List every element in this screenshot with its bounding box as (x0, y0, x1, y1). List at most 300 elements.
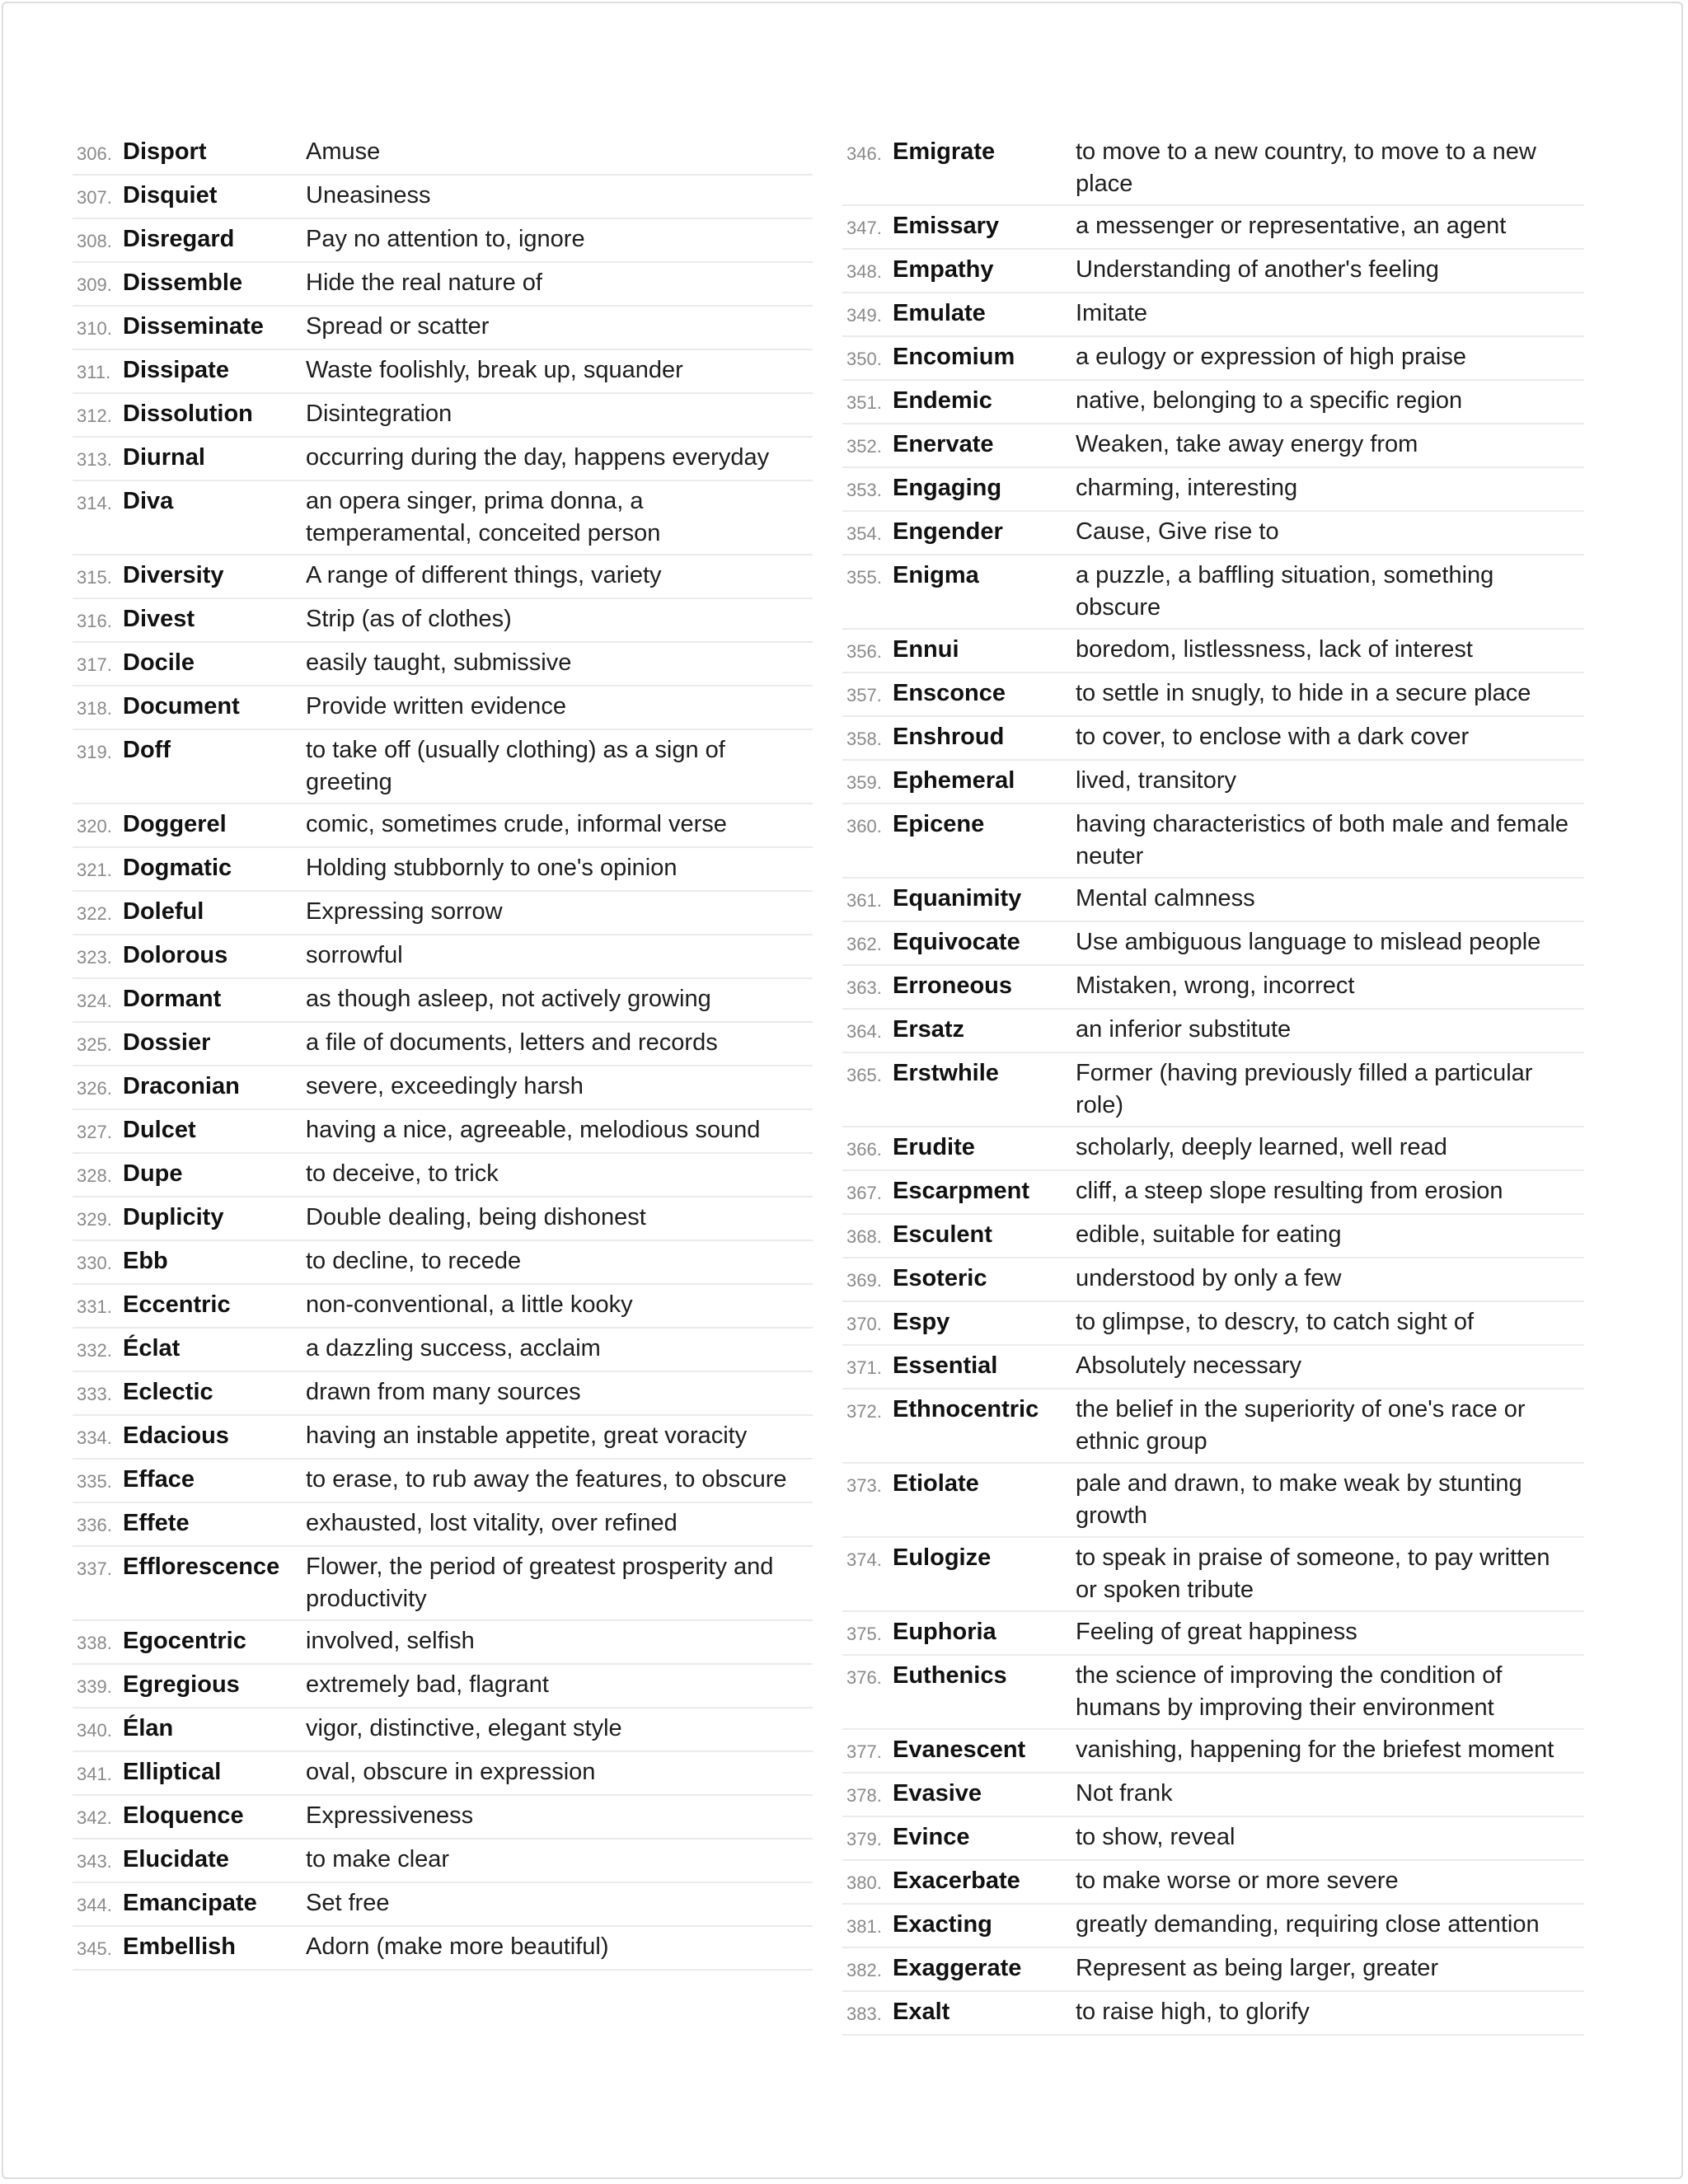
vocab-entry (842, 1774, 1584, 1817)
entry-meaning: to settle in snugly, to hide in a secure place (1076, 680, 1531, 706)
entry-meaning: easily taught, submissive (306, 649, 572, 676)
entry-word: Encomium (893, 344, 1015, 370)
entry-number: 344. (77, 1895, 112, 1915)
entry-number: 342. (77, 1807, 112, 1828)
entry-meaning: lived, transitory (1076, 767, 1237, 794)
entry-word: Euphoria (893, 1619, 996, 1645)
vocab-entry (73, 1110, 813, 1154)
vocab-entry (73, 350, 813, 394)
vocab-entry (842, 673, 1584, 717)
entry-number: 306. (77, 143, 112, 164)
entry-meaning: scholarly, deeply learned, well read (1076, 1134, 1447, 1160)
vocab-entry (73, 219, 813, 263)
entry-word: Disregard (123, 226, 235, 252)
entry-number: 311. (77, 362, 111, 382)
vocab-entry (73, 1883, 813, 1927)
entry-meaning: an inferior substitute (1076, 1016, 1292, 1043)
vocab-entry (73, 804, 813, 848)
entry-word: Erstwhile (893, 1060, 999, 1086)
entry-number: 308. (77, 231, 112, 251)
entry-number: 316. (77, 611, 112, 631)
entry-meaning: Cause, Give rise to (1076, 518, 1279, 545)
entry-number: 328. (77, 1165, 112, 1186)
entry-meaning: Pay no attention to, ignore (306, 226, 585, 252)
entry-number: 375. (846, 1624, 882, 1644)
entry-word: Diurnal (123, 444, 205, 471)
entry-meaning: Disintegration (306, 401, 452, 427)
entry-word: Eccentric (123, 1291, 231, 1318)
entry-number: 339. (77, 1676, 112, 1697)
entry-word: Elucidate (123, 1846, 229, 1872)
entry-word: Disseminate (123, 313, 264, 340)
vocab-entry (73, 1840, 813, 1883)
entry-word: Dissipate (123, 357, 229, 383)
entry-number: 315. (77, 567, 112, 588)
entry-word: Dormant (123, 986, 222, 1012)
entry-number: 345. (77, 1938, 112, 1959)
entry-number: 320. (77, 816, 112, 837)
entry-number: 360. (846, 816, 882, 837)
vocab-entry (73, 176, 813, 219)
entry-meaning: severe, exceedingly harsh (306, 1073, 584, 1099)
entry-number: 348. (846, 261, 882, 282)
vocab-entry (73, 1066, 813, 1110)
entry-meaning: Weaken, take away energy from (1076, 431, 1418, 457)
entry-word: Ennui (893, 636, 959, 663)
vocab-entry (73, 1416, 813, 1460)
entry-number: 346. (846, 143, 882, 164)
entry-word: Evasive (893, 1780, 982, 1807)
entry-word: Equivocate (893, 929, 1020, 955)
entry-meaning: having an instable appetite, great voracity (306, 1422, 748, 1449)
vocab-entry (842, 381, 1584, 424)
vocab-entry (73, 1665, 813, 1708)
entry-word: Efface (123, 1466, 195, 1493)
vocab-entry (842, 1258, 1584, 1302)
entry-word: Diva (123, 488, 174, 514)
vocab-entry (842, 206, 1584, 250)
entry-word: Enshroud (893, 724, 1005, 750)
entry-meaning: to decline, to recede (306, 1248, 522, 1274)
entry-number: 370. (846, 1314, 882, 1334)
entry-word: Espy (893, 1309, 950, 1335)
vocab-entry (842, 1215, 1584, 1258)
entry-number: 323. (77, 947, 112, 968)
entry-word: Engender (893, 518, 1003, 545)
entry-meaning: Absolutely necessary (1076, 1352, 1302, 1379)
entry-word: Eloquence (123, 1802, 244, 1829)
entry-word: Emancipate (123, 1890, 257, 1916)
entry-meaning: involved, selfish (306, 1628, 475, 1654)
vocab-entry (73, 1241, 813, 1285)
entry-meaning: vigor, distinctive, elegant style (306, 1715, 622, 1741)
entry-word: Document (123, 693, 240, 719)
entry-word: Embellish (123, 1933, 236, 1960)
entry-word: Eclectic (123, 1379, 213, 1405)
entry-number: 351. (846, 392, 882, 413)
vocab-entry (73, 1023, 813, 1066)
entry-meaning: boredom, listlessness, lack of interest (1076, 636, 1473, 663)
entry-number: 329. (77, 1209, 112, 1230)
entry-meaning: non-conventional, a little kooky (306, 1291, 633, 1318)
vocab-entry (842, 1346, 1584, 1390)
entry-word: Docile (123, 649, 195, 676)
entry-word: Dupe (123, 1160, 183, 1187)
entry-word: Evanescent (893, 1736, 1026, 1763)
entry-word: Epicene (893, 811, 985, 837)
entry-meaning: native, belonging to a specific region (1076, 387, 1463, 414)
entry-number: 327. (77, 1122, 112, 1142)
entry-number: 332. (77, 1340, 112, 1361)
entry-number: 341. (77, 1764, 112, 1784)
entry-word: Endemic (893, 387, 992, 414)
entry-meaning: sorrowful (306, 942, 403, 968)
entry-meaning: Hide the real nature of (306, 269, 542, 296)
vocabulary-list-left (73, 132, 813, 1971)
vocab-entry (842, 1171, 1584, 1215)
entry-number: 330. (77, 1253, 112, 1273)
entry-meaning: to cover, to enclose with a dark cover (1076, 724, 1470, 750)
entry-word: Elliptical (123, 1759, 222, 1785)
entry-number: 369. (846, 1270, 882, 1291)
entry-word: Emigrate (893, 138, 996, 165)
entry-number: 356. (846, 641, 882, 662)
entry-number: 322. (77, 903, 112, 924)
entry-number: 313. (77, 449, 112, 470)
entry-meaning: Set free (306, 1890, 390, 1916)
entry-word: Dissemble (123, 269, 243, 296)
entry-number: 358. (846, 729, 882, 749)
vocab-entry (842, 1053, 1584, 1127)
entry-number: 368. (846, 1226, 882, 1247)
entry-word: Eulogize (893, 1544, 992, 1571)
entry-word: Divest (123, 606, 195, 632)
vocab-entry (73, 438, 813, 481)
vocab-entry (842, 293, 1584, 337)
entry-number: 331. (77, 1296, 112, 1317)
entry-number: 343. (77, 1851, 112, 1872)
entry-meaning: Uneasiness (306, 182, 431, 209)
vocab-entry (842, 1010, 1584, 1053)
entry-meaning: Strip (as of clothes) (306, 606, 512, 632)
entry-meaning: Mental calmness (1076, 885, 1255, 912)
entry-word: Enigma (893, 562, 979, 588)
entry-meaning: oval, obscure in expression (306, 1759, 596, 1785)
entry-word: Euthenics (893, 1662, 1007, 1689)
entry-meaning: to raise high, to glorify (1076, 1999, 1310, 2025)
vocabulary-list-right (842, 132, 1584, 2036)
entry-word: Engaging (893, 475, 1002, 501)
entry-meaning: Feeling of great happiness (1076, 1619, 1357, 1645)
vocab-entry (842, 1464, 1584, 1538)
entry-word: Esoteric (893, 1265, 987, 1291)
entry-meaning: occurring during the day, happens everyday (306, 444, 770, 471)
entry-meaning: A range of different things, variety (306, 562, 662, 588)
entry-meaning: as though asleep, not actively growing (306, 986, 711, 1012)
entry-meaning: Not frank (1076, 1780, 1173, 1807)
entry-word: Edacious (123, 1422, 229, 1449)
entry-word: Dolorous (123, 942, 228, 968)
entry-number: 310. (77, 318, 112, 339)
vocab-entry (73, 1503, 813, 1547)
entry-meaning: a dazzling success, acclaim (306, 1335, 601, 1361)
entry-word: Dossier (123, 1029, 211, 1056)
entry-word: Doleful (123, 898, 204, 925)
entry-meaning: extremely bad, flagrant (306, 1671, 549, 1698)
entry-meaning: a file of documents, letters and records (306, 1029, 718, 1056)
entry-number: 364. (846, 1021, 882, 1042)
entry-meaning: Flower, the period of greatest prosperity and productivity (306, 1554, 774, 1612)
entry-meaning: to make clear (306, 1846, 450, 1872)
entry-word: Exacerbate (893, 1868, 1020, 1894)
vocab-entry (73, 555, 813, 599)
vocab-entry (73, 1708, 813, 1752)
vocab-entry (842, 1127, 1584, 1171)
vocab-entry (842, 804, 1584, 879)
vocab-entry (842, 1817, 1584, 1861)
entry-number: 366. (846, 1139, 882, 1160)
entry-word: Élan (123, 1715, 174, 1741)
vocab-entry (842, 250, 1584, 293)
entry-meaning: understood by only a few (1076, 1265, 1342, 1291)
vocab-entry (842, 879, 1584, 922)
entry-number: 367. (846, 1183, 882, 1203)
entry-number: 377. (846, 1741, 882, 1762)
entry-meaning: a puzzle, a baffling situation, something obscure (1076, 562, 1494, 621)
entry-meaning: cliff, a steep slope resulting from erosion (1076, 1178, 1503, 1204)
vocab-entry (842, 132, 1584, 206)
entry-meaning: pale and drawn, to make weak by stunting growth (1076, 1470, 1522, 1529)
entry-number: 371. (846, 1357, 882, 1378)
vocab-entry (73, 1752, 813, 1796)
entry-number: 380. (846, 1872, 882, 1893)
vocab-entry (842, 1538, 1584, 1612)
entry-word: Dogmatic (123, 855, 232, 881)
vocab-entry (73, 730, 813, 804)
vocab-entry (842, 468, 1584, 512)
vocab-entry (842, 1861, 1584, 1905)
entry-word: Equanimity (893, 885, 1022, 912)
entry-meaning: Double dealing, being dishonest (306, 1204, 646, 1230)
entry-number: 314. (77, 493, 112, 513)
entry-word: Etiolate (893, 1470, 979, 1497)
vocab-entry (842, 1730, 1584, 1774)
vocab-entry (842, 1302, 1584, 1346)
vocab-entry (73, 1621, 813, 1665)
vocab-entry (73, 481, 813, 555)
entry-number: 365. (846, 1065, 882, 1085)
vocab-entry (842, 1905, 1584, 1948)
entry-number: 349. (846, 305, 882, 326)
entry-number: 353. (846, 480, 882, 500)
entry-meaning: Former (having previously filled a particular role) (1076, 1060, 1533, 1118)
entry-word: Essential (893, 1352, 998, 1379)
vocab-entry (73, 394, 813, 438)
entry-number: 383. (846, 2004, 882, 2024)
entry-meaning: vanishing, happening for the briefest moment (1076, 1736, 1554, 1763)
entry-meaning: Use ambiguous language to mislead people (1076, 929, 1541, 955)
entry-number: 309. (77, 274, 112, 295)
vocab-entry (842, 761, 1584, 804)
entry-number: 355. (846, 567, 882, 588)
entry-meaning: to move to a new country, to move to a new place (1076, 138, 1536, 197)
entry-meaning: Adorn (make more beautiful) (306, 1933, 609, 1960)
entry-word: Exaggerate (893, 1955, 1022, 1981)
entry-number: 335. (77, 1471, 112, 1492)
entry-word: Emulate (893, 300, 986, 326)
vocab-entry (73, 1285, 813, 1329)
vocab-entry (73, 643, 813, 687)
entry-meaning: to deceive, to trick (306, 1160, 499, 1187)
entry-word: Ethnocentric (893, 1396, 1039, 1422)
entry-number: 336. (77, 1515, 112, 1535)
entry-meaning: charming, interesting (1076, 475, 1298, 501)
entry-number: 334. (77, 1427, 112, 1448)
entry-meaning: a messenger or representative, an agent (1076, 213, 1507, 239)
vocab-entry (73, 1329, 813, 1372)
entry-number: 321. (77, 860, 112, 880)
entry-word: Evince (893, 1824, 970, 1850)
vocab-entry (73, 1154, 813, 1197)
vocab-entry (842, 337, 1584, 381)
entry-meaning: Expressiveness (306, 1802, 474, 1829)
entry-word: Esculent (893, 1221, 992, 1248)
entry-word: Egregious (123, 1671, 240, 1698)
entry-number: 378. (846, 1785, 882, 1806)
entry-meaning: drawn from many sources (306, 1379, 581, 1405)
vocab-entry (842, 922, 1584, 966)
vocab-entry (73, 1927, 813, 1971)
entry-word: Emissary (893, 213, 999, 239)
vocab-entry (73, 1460, 813, 1503)
entry-word: Ephemeral (893, 767, 1015, 794)
entry-word: Exalt (893, 1999, 950, 2025)
entry-meaning: Mistaken, wrong, incorrect (1076, 972, 1355, 999)
entry-number: 350. (846, 349, 882, 369)
vocab-entry (73, 848, 813, 892)
entry-number: 381. (846, 1916, 882, 1937)
vocab-entry (73, 979, 813, 1023)
entry-word: Ebb (123, 1248, 168, 1274)
vocab-entry (842, 512, 1584, 555)
entry-number: 374. (846, 1549, 882, 1570)
vocab-entry (73, 1547, 813, 1621)
entry-meaning: Understanding of another's feeling (1076, 256, 1439, 283)
entry-meaning: to show, reveal (1076, 1824, 1236, 1850)
entry-number: 372. (846, 1401, 882, 1422)
entry-number: 318. (77, 698, 112, 719)
vocab-entry (73, 687, 813, 730)
vocab-entry (73, 307, 813, 350)
vocab-entry (842, 1948, 1584, 1992)
vocab-entry (73, 892, 813, 935)
entry-meaning: the science of improving the condition of humans by improving their environment (1076, 1662, 1503, 1721)
entry-meaning: to take off (usually clothing) as a sign of greeting (306, 737, 725, 795)
entry-meaning: an opera singer, prima donna, a temperamental, conceited person (306, 488, 661, 546)
entry-number: 376. (846, 1667, 882, 1688)
vocab-entry (73, 263, 813, 307)
entry-number: 307. (77, 187, 112, 208)
entry-word: Dulcet (123, 1117, 196, 1143)
entry-number: 361. (846, 890, 882, 911)
entry-word: Empathy (893, 256, 994, 283)
entry-meaning: to speak in praise of someone, to pay written or spoken tribute (1076, 1544, 1550, 1603)
entry-word: Erudite (893, 1134, 975, 1160)
vocab-entry (842, 1992, 1584, 2036)
entry-word: Exacting (893, 1911, 992, 1938)
vocab-entry (73, 599, 813, 643)
entry-word: Dissolution (123, 401, 253, 427)
entry-meaning: comic, sometimes crude, informal verse (306, 811, 727, 837)
vocab-entry (842, 630, 1584, 673)
entry-number: 379. (846, 1829, 882, 1849)
entry-number: 338. (77, 1633, 112, 1653)
entry-word: Disquiet (123, 182, 218, 209)
entry-number: 373. (846, 1475, 882, 1496)
entry-meaning: greatly demanding, requiring close attention (1076, 1911, 1540, 1938)
entry-word: Erroneous (893, 972, 1013, 999)
vocab-entry (73, 935, 813, 979)
vocab-entry (73, 132, 813, 176)
entry-word: Efflorescence (123, 1554, 280, 1580)
entry-word: Duplicity (123, 1204, 224, 1230)
entry-meaning: to erase, to rub away the features, to obscure (306, 1466, 787, 1493)
entry-meaning: Spread or scatter (306, 313, 490, 340)
entry-word: Egocentric (123, 1628, 246, 1654)
entry-meaning: Imitate (1076, 300, 1148, 326)
entry-meaning: Expressing sorrow (306, 898, 503, 925)
entry-number: 352. (846, 436, 882, 457)
entry-meaning: Represent as being larger, greater (1076, 1955, 1439, 1981)
entry-word: Doff (123, 737, 171, 763)
entry-word: Éclat (123, 1335, 181, 1361)
entry-number: 359. (846, 772, 882, 793)
vocab-entry (842, 966, 1584, 1010)
entry-number: 317. (77, 654, 112, 675)
entry-number: 354. (846, 523, 882, 544)
entry-number: 326. (77, 1078, 112, 1099)
vocab-entry (842, 1390, 1584, 1464)
vocab-entry (842, 555, 1584, 630)
entry-number: 382. (846, 1960, 882, 1980)
entry-word: Doggerel (123, 811, 227, 837)
entry-word: Diversity (123, 562, 224, 588)
entry-meaning: having a nice, agreeable, melodious sound (306, 1117, 761, 1143)
entry-number: 363. (846, 977, 882, 998)
vocab-entry (842, 1656, 1584, 1730)
entry-number: 312. (77, 405, 112, 426)
entry-meaning: the belief in the superiority of one's race or ethnic group (1076, 1396, 1526, 1455)
entry-word: Disport (123, 138, 207, 165)
entry-meaning: Provide written evidence (306, 693, 566, 719)
vocab-entry (73, 1372, 813, 1416)
entry-word: Ensconce (893, 680, 1006, 706)
entry-meaning: having characteristics of both male and female neuter (1076, 811, 1569, 869)
entry-number: 362. (846, 934, 882, 954)
entry-number: 324. (77, 991, 112, 1011)
entry-word: Ersatz (893, 1016, 965, 1043)
entry-meaning: edible, suitable for eating (1076, 1221, 1342, 1248)
entry-word: Enervate (893, 431, 994, 457)
entry-number: 357. (846, 685, 882, 705)
entry-number: 347. (846, 218, 882, 238)
entry-word: Effete (123, 1510, 190, 1536)
vocab-entry (842, 1612, 1584, 1656)
entry-number: 325. (77, 1034, 112, 1055)
entry-meaning: to glimpse, to descry, to catch sight of (1076, 1309, 1475, 1335)
entry-meaning: Waste foolishly, break up, squander (306, 357, 683, 383)
vocab-entry (73, 1197, 813, 1241)
